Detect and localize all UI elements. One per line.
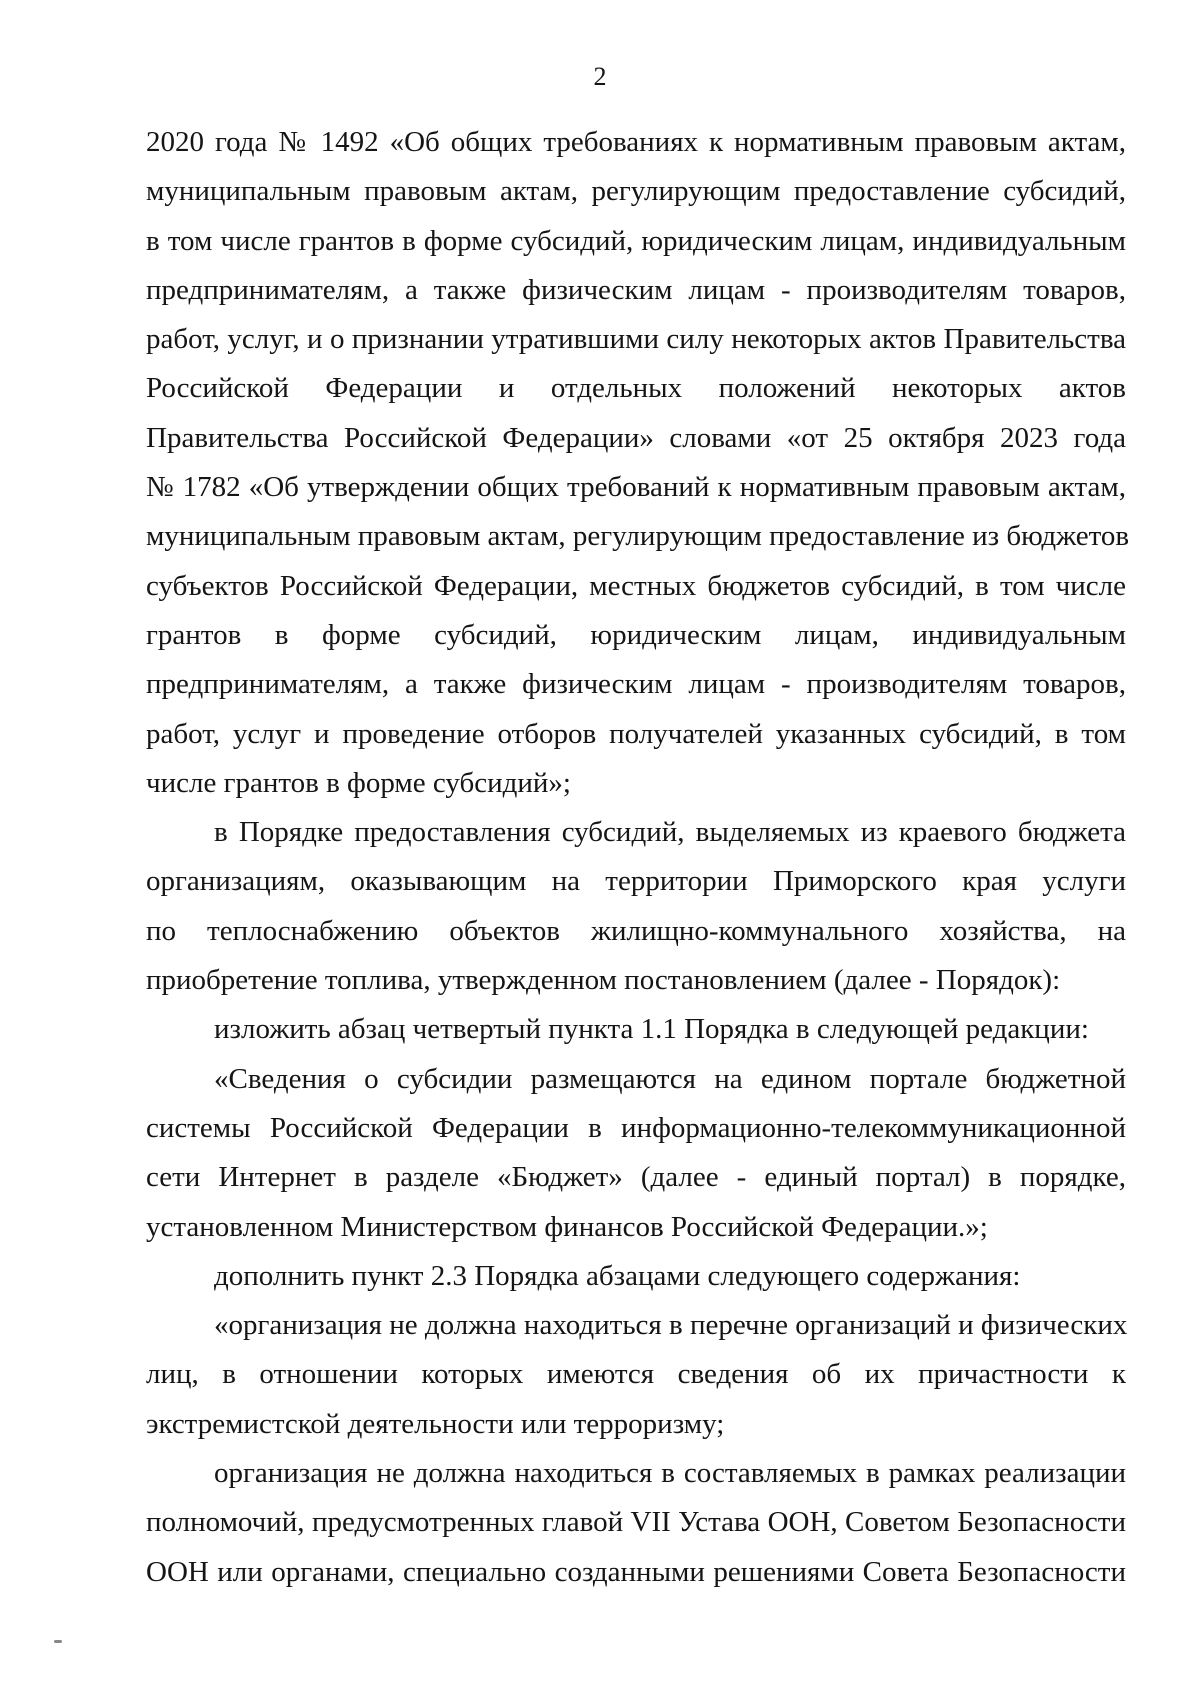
text-line: предпринимателям, а также физическим лицам - производителям товаров, (146, 668, 1126, 701)
text-line: приобретение топлива, утвержденном постановлением (далее - Порядок): (146, 964, 1061, 997)
text-line: установленном Министерством финансов Российской Федерации.»; (146, 1210, 988, 1243)
text-line: субъектов Российской Федерации, местных бюджетов субсидий, в том числе (146, 569, 1126, 602)
text-line: сети Интернет в разделе «Бюджет» (далее - единый портал) в порядке, (146, 1161, 1126, 1194)
text-line: муниципальным правовым актам, регулирующим предоставление из бюджетов (146, 520, 1130, 553)
paragraph-first-line: организация не должна находиться в составляемых в рамках реализации (214, 1457, 1126, 1490)
text-line: Правительства Российской Федерации» словами «от 25 октября 2023 года (146, 421, 1126, 454)
text-line: № 1782 «Об утверждении общих требований к нормативным правовым актам, (146, 471, 1126, 504)
text-line: работ, услуг, и о признании утратившими силу некоторых актов Правительства (146, 323, 1126, 356)
scan-artifact (54, 1640, 62, 1643)
paragraph-first-line: дополнить пункт 2.3 Порядка абзацами следующего содержания: (214, 1259, 1021, 1292)
text-line: организациям, оказывающим на территории Приморского края услуги (146, 865, 1126, 898)
text-line: в том числе грантов в форме субсидий, юридическим лицам, индивидуальным (146, 224, 1126, 257)
text-line: ООН или органами, специально созданными решениями Совета Безопасности (146, 1555, 1126, 1588)
paragraph-first-line: изложить абзац четвертый пункта 1.1 Порядка в следующей редакции: (214, 1013, 1089, 1046)
text-line: предпринимателям, а также физическим лицам - производителям товаров, (146, 273, 1126, 306)
paragraph-first-line: «организация не должна находиться в перечне организаций и физических (214, 1309, 1128, 1342)
text-line: полномочий, предусмотренных главой VII Устава ООН, Советом Безопасности (146, 1506, 1126, 1539)
text-line: Российской Федерации и отдельных положений некоторых актов (146, 372, 1126, 405)
page-number: 2 (593, 62, 607, 91)
text-line: муниципальным правовым актам, регулирующим предоставление субсидий, (146, 175, 1126, 208)
document-body (146, 118, 1130, 1597)
text-line: грантов в форме субсидий, юридическим лицам, индивидуальным (146, 618, 1126, 651)
text-line: 2020 года № 1492 «Об общих требованиях к нормативным правовым актам, (146, 126, 1126, 158)
text-line: по теплоснабжению объектов жилищно-коммунального хозяйства, на (146, 914, 1126, 947)
text-line: числе грантов в форме субсидий»; (146, 766, 571, 799)
text-line: лиц, в отношении которых имеются сведения об их причастности к (146, 1358, 1126, 1391)
paragraph-first-line: в Порядке предоставления субсидий, выделяемых из краевого бюджета (214, 816, 1126, 849)
text-line: системы Российской Федерации в информационно-телекоммуникационной (146, 1111, 1126, 1144)
text-line: работ, услуг и проведение отборов получателей указанных субсидий, в том (146, 717, 1126, 750)
paragraph-first-line: «Сведения о субсидии размещаются на едином портале бюджетной (214, 1062, 1126, 1095)
text-line: экстремистской деятельности или терроризму; (146, 1407, 725, 1440)
